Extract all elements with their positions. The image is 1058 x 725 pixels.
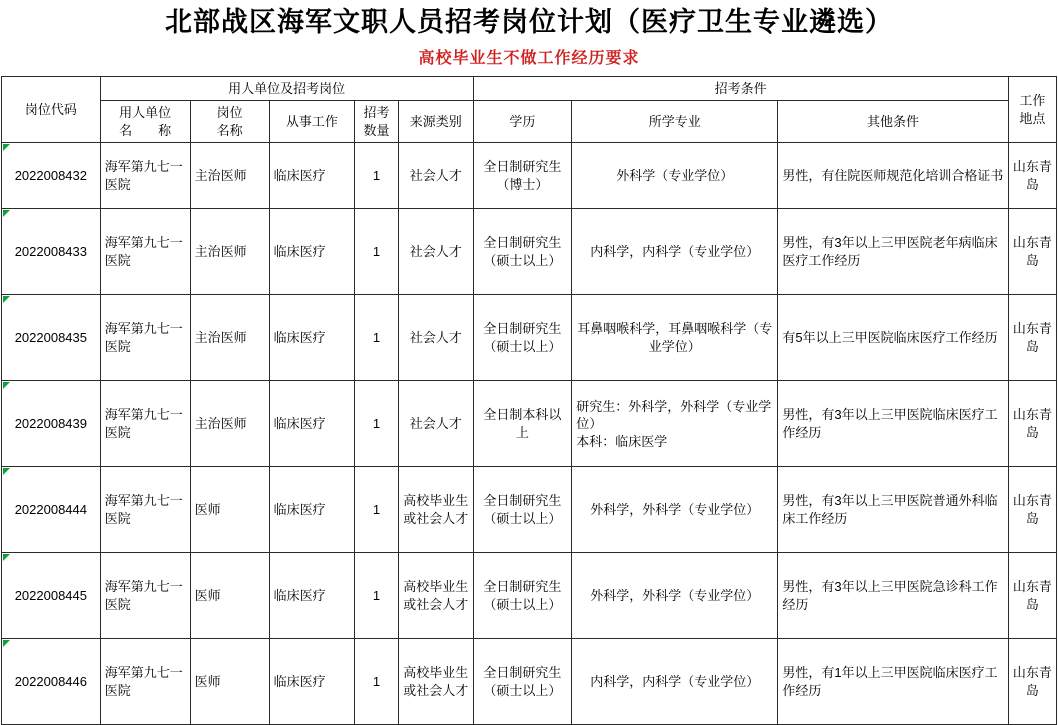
header-post xyxy=(190,101,269,143)
cell-major xyxy=(572,381,778,467)
cell-number: 1 xyxy=(355,143,399,209)
cell-source: 社会人才 xyxy=(398,381,473,467)
cell-work: 临床医疗 xyxy=(269,209,355,295)
header-group-conditions: 招考条件 xyxy=(473,76,1008,101)
cell-post: 医师 xyxy=(190,639,269,725)
header-post-line1: 岗位 xyxy=(216,105,243,121)
cell-source: 社会人才 xyxy=(398,209,473,295)
cell-unit: 海军第九七一医院 xyxy=(100,381,190,467)
page-title: 北部战区海军文职人员招考岗位计划（医疗卫生专业遴选） xyxy=(165,7,893,37)
table-row xyxy=(2,467,1057,553)
cell-major-line1: 研究生：外科学，外科学（专业学位） xyxy=(576,398,772,432)
cell-major: 外科学，外科学（专业学位） xyxy=(572,467,778,553)
cell-location: 山东青岛 xyxy=(1008,639,1056,725)
cell-source: 社会人才 xyxy=(398,143,473,209)
cell-other: 男性，有3年以上三甲医院急诊科工作经历 xyxy=(778,553,1008,639)
cell-code: 2022008433 xyxy=(2,209,101,295)
cell-post: 主治医师 xyxy=(190,381,269,467)
header-post-line2: 名称 xyxy=(216,122,243,138)
cell-work: 临床医疗 xyxy=(269,467,355,553)
header-code: 岗位代码 xyxy=(2,76,101,143)
table-body xyxy=(2,143,1057,725)
cell-other: 男性，有3年以上三甲医院老年病临床医疗工作经历 xyxy=(778,209,1008,295)
cell-post: 医师 xyxy=(190,553,269,639)
cell-education: 全日制研究生（硕士以上） xyxy=(473,467,572,553)
cell-other: 男性，有3年以上三甲医院普通外科临床工作经历 xyxy=(778,467,1008,553)
cell-unit: 海军第九七一医院 xyxy=(100,467,190,553)
header-location xyxy=(1008,76,1056,143)
cell-number: 1 xyxy=(355,553,399,639)
header-work: 从事工作 xyxy=(269,101,355,143)
cell-location: 山东青岛 xyxy=(1008,209,1056,295)
cell-number: 1 xyxy=(355,381,399,467)
header-location-line1: 工作 xyxy=(1019,93,1046,109)
table-header-group-row xyxy=(2,76,1057,101)
table-row xyxy=(2,553,1057,639)
header-number xyxy=(355,101,399,143)
cell-post: 主治医师 xyxy=(190,295,269,381)
cell-location: 山东青岛 xyxy=(1008,553,1056,639)
cell-number: 1 xyxy=(355,209,399,295)
cell-source: 高校毕业生或社会人才 xyxy=(398,639,473,725)
header-location-line2: 地点 xyxy=(1019,110,1046,126)
cell-code: 2022008439 xyxy=(2,381,101,467)
cell-code: 2022008445 xyxy=(2,553,101,639)
cell-post: 医师 xyxy=(190,467,269,553)
cell-number: 1 xyxy=(355,639,399,725)
cell-source: 社会人才 xyxy=(398,295,473,381)
cell-other: 男性，有住院医师规范化培训合格证书 xyxy=(778,143,1008,209)
cell-code: 2022008444 xyxy=(2,467,101,553)
cell-code: 2022008432 xyxy=(2,143,101,209)
cell-unit: 海军第九七一医院 xyxy=(100,639,190,725)
cell-other: 男性，有1年以上三甲医院临床医疗工作经历 xyxy=(778,639,1008,725)
header-other: 其他条件 xyxy=(778,101,1008,143)
header-major: 所学专业 xyxy=(572,101,778,143)
cell-education: 全日制研究生（博士） xyxy=(473,143,572,209)
header-unit-line1: 用人单位 xyxy=(119,105,172,121)
cell-work: 临床医疗 xyxy=(269,295,355,381)
cell-code: 2022008435 xyxy=(2,295,101,381)
cell-education: 全日制研究生（硕士以上） xyxy=(473,553,572,639)
cell-major: 内科学，内科学（专业学位） xyxy=(572,209,778,295)
cell-education: 全日制研究生（硕士以上） xyxy=(473,639,572,725)
header-source: 来源类别 xyxy=(398,101,473,143)
cell-major: 耳鼻咽喉科学，耳鼻咽喉科学（专业学位） xyxy=(572,295,778,381)
cell-number: 1 xyxy=(355,295,399,381)
cell-work: 临床医疗 xyxy=(269,381,355,467)
cell-location: 山东青岛 xyxy=(1008,295,1056,381)
cell-unit: 海军第九七一医院 xyxy=(100,209,190,295)
cell-source: 高校毕业生或社会人才 xyxy=(398,467,473,553)
header-number-line1: 招考数量 xyxy=(363,105,390,138)
header-unit xyxy=(100,101,190,143)
cell-unit: 海军第九七一医院 xyxy=(100,553,190,639)
cell-education: 全日制研究生（硕士以上） xyxy=(473,295,572,381)
cell-number: 1 xyxy=(355,467,399,553)
table-row xyxy=(2,143,1057,209)
cell-major: 内科学，内科学（专业学位） xyxy=(572,639,778,725)
cell-location: 山东青岛 xyxy=(1008,143,1056,209)
table-row xyxy=(2,295,1057,381)
cell-work: 临床医疗 xyxy=(269,639,355,725)
cell-other: 男性，有3年以上三甲医院临床医疗工作经历 xyxy=(778,381,1008,467)
cell-work: 临床医疗 xyxy=(269,553,355,639)
cell-work: 临床医疗 xyxy=(269,143,355,209)
cell-other: 有5年以上三甲医院临床医疗工作经历 xyxy=(778,295,1008,381)
cell-education: 全日制研究生（硕士以上） xyxy=(473,209,572,295)
cell-post: 主治医师 xyxy=(190,143,269,209)
header-education: 学历 xyxy=(473,101,572,143)
table-header-row xyxy=(2,101,1057,143)
cell-unit: 海军第九七一医院 xyxy=(100,295,190,381)
cell-unit: 海军第九七一医院 xyxy=(100,143,190,209)
table-row xyxy=(2,381,1057,467)
table-row xyxy=(2,209,1057,295)
cell-source: 高校毕业生或社会人才 xyxy=(398,553,473,639)
cell-major: 外科学，外科学（专业学位） xyxy=(572,553,778,639)
cell-post: 主治医师 xyxy=(190,209,269,295)
cell-code: 2022008446 xyxy=(2,639,101,725)
cell-major: 外科学（专业学位） xyxy=(572,143,778,209)
cell-location: 山东青岛 xyxy=(1008,381,1056,467)
cell-major-line2: 本科：临床医学 xyxy=(576,433,668,449)
cell-education: 全日制本科以上 xyxy=(473,381,572,467)
header-unit-line2: 名 称 xyxy=(119,122,172,138)
table-row xyxy=(2,639,1057,725)
job-plan-table xyxy=(1,76,1057,725)
page-subtitle: 高校毕业生不做工作经历要求 xyxy=(418,49,640,67)
cell-location: 山东青岛 xyxy=(1008,467,1056,553)
header-group-employer: 用人单位及招考岗位 xyxy=(100,76,473,101)
